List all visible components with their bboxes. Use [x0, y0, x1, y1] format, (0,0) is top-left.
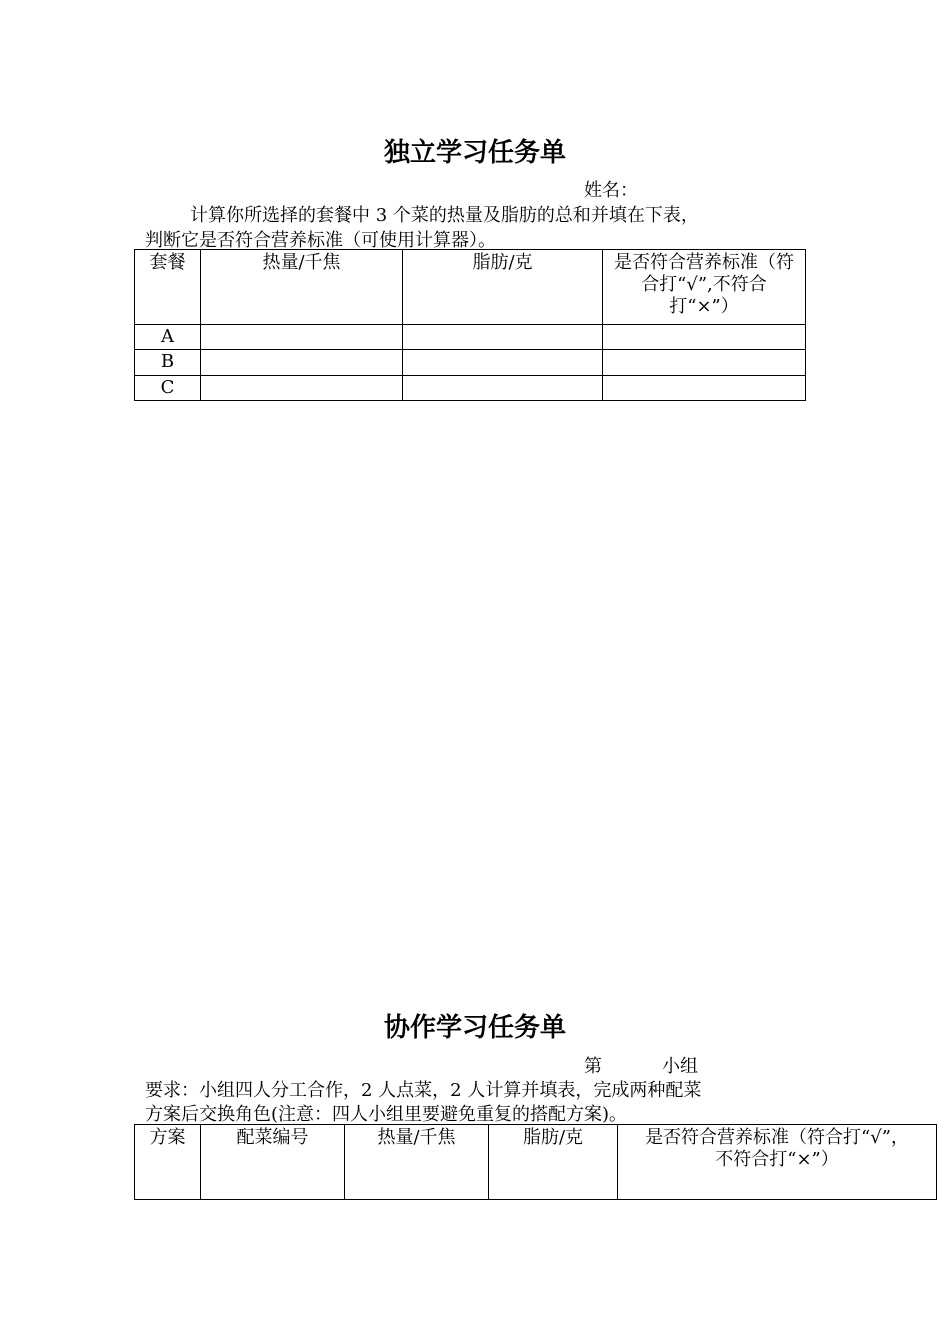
row-label-b: B — [135, 350, 201, 376]
header-calories: 热量/千焦 — [201, 250, 403, 325]
sheet1-table — [134, 249, 806, 401]
table-row — [135, 325, 806, 350]
cell-calories-a[interactable] — [201, 325, 403, 350]
name-label: 姓名： — [584, 180, 638, 201]
header-meal: 套餐 — [135, 250, 201, 325]
sheet1-header-row — [135, 250, 806, 325]
sheet2-requirement-line1: 要求：小组四人分工合作，2 人点菜，2 人计算并填表，完成两种配菜 — [145, 1080, 702, 1101]
cell-standard-a[interactable] — [603, 325, 806, 350]
sheet1-instruction-line1: 计算你所选择的套餐中 3 个菜的热量及脂肪的总和并填在下表， — [190, 205, 699, 226]
header-fat: 脂肪/克 — [403, 250, 603, 325]
sheet1-instruction-line2: 判断它是否符合营养标准（可使用计算器）。 — [145, 230, 496, 251]
cell-fat-b[interactable] — [403, 350, 603, 376]
cell-fat-a[interactable] — [403, 325, 603, 350]
header-dish-ids: 配菜编号 — [201, 1125, 345, 1200]
table-row — [135, 376, 806, 401]
cell-calories-c[interactable] — [201, 376, 403, 401]
cell-standard-b[interactable] — [603, 350, 806, 376]
cell-standard-c[interactable] — [603, 376, 806, 401]
sheet2-header-row — [135, 1125, 937, 1200]
cell-fat-c[interactable] — [403, 376, 603, 401]
header-fat: 脂肪/克 — [489, 1125, 618, 1200]
row-label-c: C — [135, 376, 201, 401]
header-standard: 是否符合营养标准（符合打“√”，不符合打“×”） — [618, 1125, 937, 1200]
table-row — [135, 350, 806, 376]
header-calories: 热量/千焦 — [345, 1125, 489, 1200]
cell-calories-b[interactable] — [201, 350, 403, 376]
group-suffix: 小组 — [662, 1056, 698, 1077]
sheet2-table — [134, 1124, 937, 1200]
sheet2-requirement-line2: 方案后交换角色(注意：四人小组里要避免重复的搭配方案)。 — [145, 1104, 628, 1125]
row-label-a: A — [135, 325, 201, 350]
group-prefix: 第 — [584, 1056, 602, 1077]
header-standard: 是否符合营养标准（符合打“√”,不符合打“×”） — [603, 250, 806, 325]
sheet1-title: 独立学习任务单 — [383, 138, 566, 168]
sheet2-title: 协作学习任务单 — [383, 1013, 566, 1043]
header-plan: 方案 — [135, 1125, 201, 1200]
